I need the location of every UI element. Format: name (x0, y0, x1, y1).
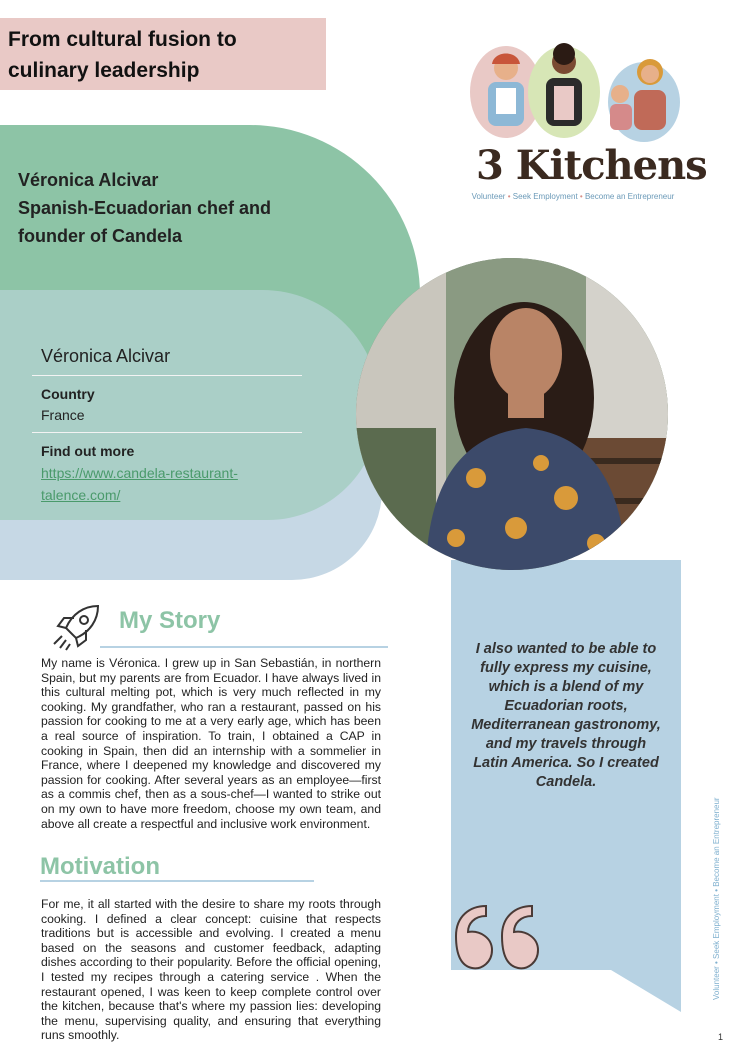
motivation-heading: Motivation (40, 853, 160, 880)
divider (32, 375, 302, 376)
chef-heading (18, 166, 318, 250)
divider (32, 432, 302, 433)
tagline-separator: • (579, 192, 583, 201)
chefs-illustration-icon (466, 42, 686, 142)
story-heading: My Story (119, 607, 221, 634)
website-link-line-2[interactable]: talence.com/ (41, 487, 121, 503)
page-number: 1 (718, 1032, 724, 1042)
logo-wordmark: 3 Kitchens (476, 142, 707, 189)
page-title (8, 24, 324, 86)
tagline-separator: • (507, 192, 511, 201)
website-link[interactable] (41, 462, 301, 506)
tagline-item: Seek Employment (512, 192, 578, 201)
story-underline (100, 646, 388, 648)
info-name: Véronica Alcivar (41, 346, 171, 366)
tagline-item: Volunteer (471, 192, 506, 201)
tagline-item: Become an Entrepreneur (584, 192, 675, 201)
motivation-underline (40, 880, 314, 882)
page-title-line-2: culinary leadership (8, 59, 200, 82)
motivation-text: For me, it all started with the desire to share my roots through cooking. I defined a clear concept: cuisine that respects traditions but is accessible and evolving. I created a menu based on the seasons and customer feedback, adapting dishes according to their popularity. Before the official opening, I tested my recipes through a catering service . When the restaurant opened, I was keen to keep complete control over the kitchen, because that's where my passion lies: developing the menu, supervising quality, and ensuring that everything runs smoothly. (41, 897, 381, 1043)
chef-name: Véronica Alcivar (18, 170, 159, 190)
country-label: Country (41, 386, 95, 402)
logo-tagline (458, 192, 688, 201)
country-value: France (41, 407, 85, 423)
chef-role-line-2: founder of Candela (18, 226, 183, 246)
story-text: My name is Véronica. I grew up in San Sebastián, in northern Spain, but my parents are from Ecuador. I have always lived in this cultural melting pot, which is very much reflected in my cooking. My grandfather, who ran a restaurant, passed on his passion for cooking to me at a very early age, which has been a real source of inspiration. To train, I obtained a CAP in cooking in Spain, then did an internship with a sommelier in France, where I deepened my knowledge and discovered my passion for cooking. After several years as an employee—first as a commis chef, then as a sous-chef—I wanted to strike out on my own to have more freedom, choose my own team, and above all create a respectful and inclusive work environment. (41, 656, 381, 831)
find-out-more-label: Find out more (41, 443, 135, 459)
pull-quote: I also wanted to be able to fully express my cuisine, which is a blend of my Ecuadorian roots, Mediterranean gastronomy, and my travels through Latin America. So I created Candela. (471, 641, 661, 790)
quote-mark-icon (452, 902, 544, 972)
chef-portrait-image (356, 258, 668, 570)
page-title-line-1: From cultural fusion to (8, 28, 237, 51)
chef-photo (356, 258, 668, 570)
side-tagline: Volunteer • Seek Employment • Become an Entrepreneur (712, 797, 721, 1000)
website-link-line-1[interactable]: https://www.candela-restaurant- (41, 465, 238, 481)
chef-role-line-1: Spanish-Ecuadorian chef and (18, 198, 272, 218)
rocket-icon (50, 600, 104, 654)
